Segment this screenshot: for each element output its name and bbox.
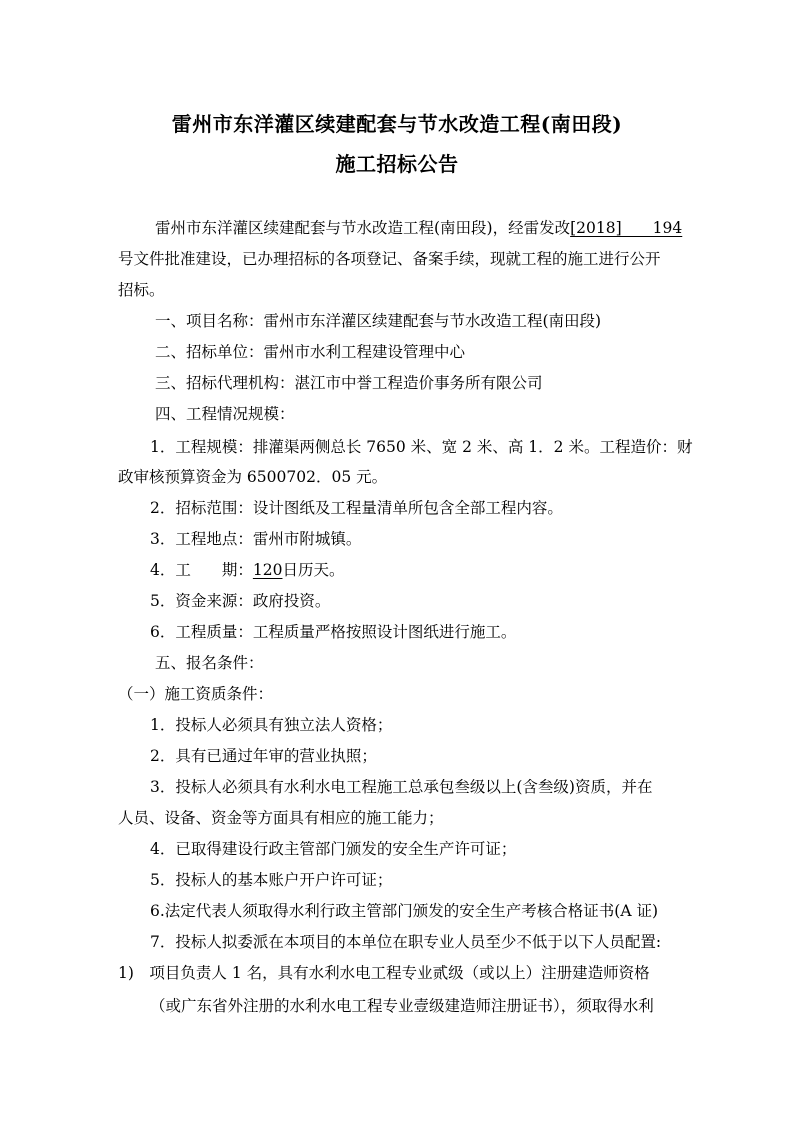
intro-paragraph-line-2: 号文件批准建设，已办理招标的各项登记、备案手续，现就工程的施工进行公开 (118, 250, 661, 268)
approval-document-number: [2018] 194 (570, 219, 683, 237)
condition-4: 4．已取得建设行政主管部门颁发的安全生产许可证； (150, 840, 517, 858)
scale-item-5: 5．资金来源：政府投资。 (150, 592, 331, 610)
intro-paragraph-line-3: 招标。 (118, 281, 165, 299)
condition-7-item-1-line-2: （或广东省外注册的水利水电工程专业壹级建造师注册证书），须取得水利 (150, 997, 654, 1015)
section-project-name: 一、项目名称：雷州市东洋灌区续建配套与节水改造工程(南田段) (155, 312, 602, 330)
duration-unit: 日历天。 (282, 561, 345, 579)
duration-value: 120 (252, 561, 283, 579)
duration-label: 4．工 期： (150, 561, 253, 579)
section-tender-agency: 三、招标代理机构：湛江市中誉工程造价事务所有限公司 (155, 374, 543, 392)
scale-item-1-line-2: 政审核预算资金为 6500702．05 元。 (118, 468, 388, 486)
condition-6: 6.法定代表人须取得水利行政主管部门颁发的安全生产考核合格证书(A 证) (150, 902, 659, 920)
section-tendering-unit: 二、招标单位：雷州市水利工程建设管理中心 (155, 343, 466, 361)
condition-7: 7．投标人拟委派在本项目的本单位在职专业人员至少不低于以下人员配置: (150, 933, 662, 951)
condition-3-line-2: 人员、设备、资金等方面具有相应的施工能力； (118, 809, 444, 827)
condition-5: 5．投标人的基本账户开户许可证； (150, 871, 393, 889)
condition-7-item-1-line-1: 1) 项目负责人 1 名，具有水利水电工程专业贰级（或以上）注册建造师资格 (118, 964, 650, 982)
document-subtitle: 施工招标公告 (335, 152, 459, 176)
section-project-scale: 四、工程情况规模： (155, 405, 295, 423)
condition-1: 1．投标人必须具有独立法人资格； (150, 716, 393, 734)
scale-item-1-line-1: 1．工程规模：排灌渠两侧总长 7650 米、宽 2 米、高 1．2 米。工程造价：财 (150, 438, 693, 456)
intro-paragraph-line-1 (155, 218, 682, 238)
scale-item-2: 2．招标范围：设计图纸及工程量清单所包含全部工程内容。 (150, 499, 563, 517)
subsection-qualifications: （一）施工资质条件： (118, 685, 274, 703)
document-title: 雷州市东洋灌区续建配套与节水改造工程(南田段) (171, 112, 623, 136)
condition-2: 2．具有已通过年审的营业执照； (150, 747, 377, 765)
scale-item-6: 6．工程质量：工程质量严格按照设计图纸进行施工。 (150, 623, 517, 641)
section-registration-conditions: 五、报名条件： (155, 654, 264, 672)
scale-item-4 (150, 560, 344, 580)
condition-3-line-1: 3．投标人必须具有水利水电工程施工总承包叁级以上(含叁级)资质，并在 (150, 778, 653, 796)
intro-text: 雷州市东洋灌区续建配套与节水改造工程(南田段)，经雷发改 (155, 219, 571, 237)
scale-item-3: 3．工程地点：雷州市附城镇。 (150, 530, 362, 548)
